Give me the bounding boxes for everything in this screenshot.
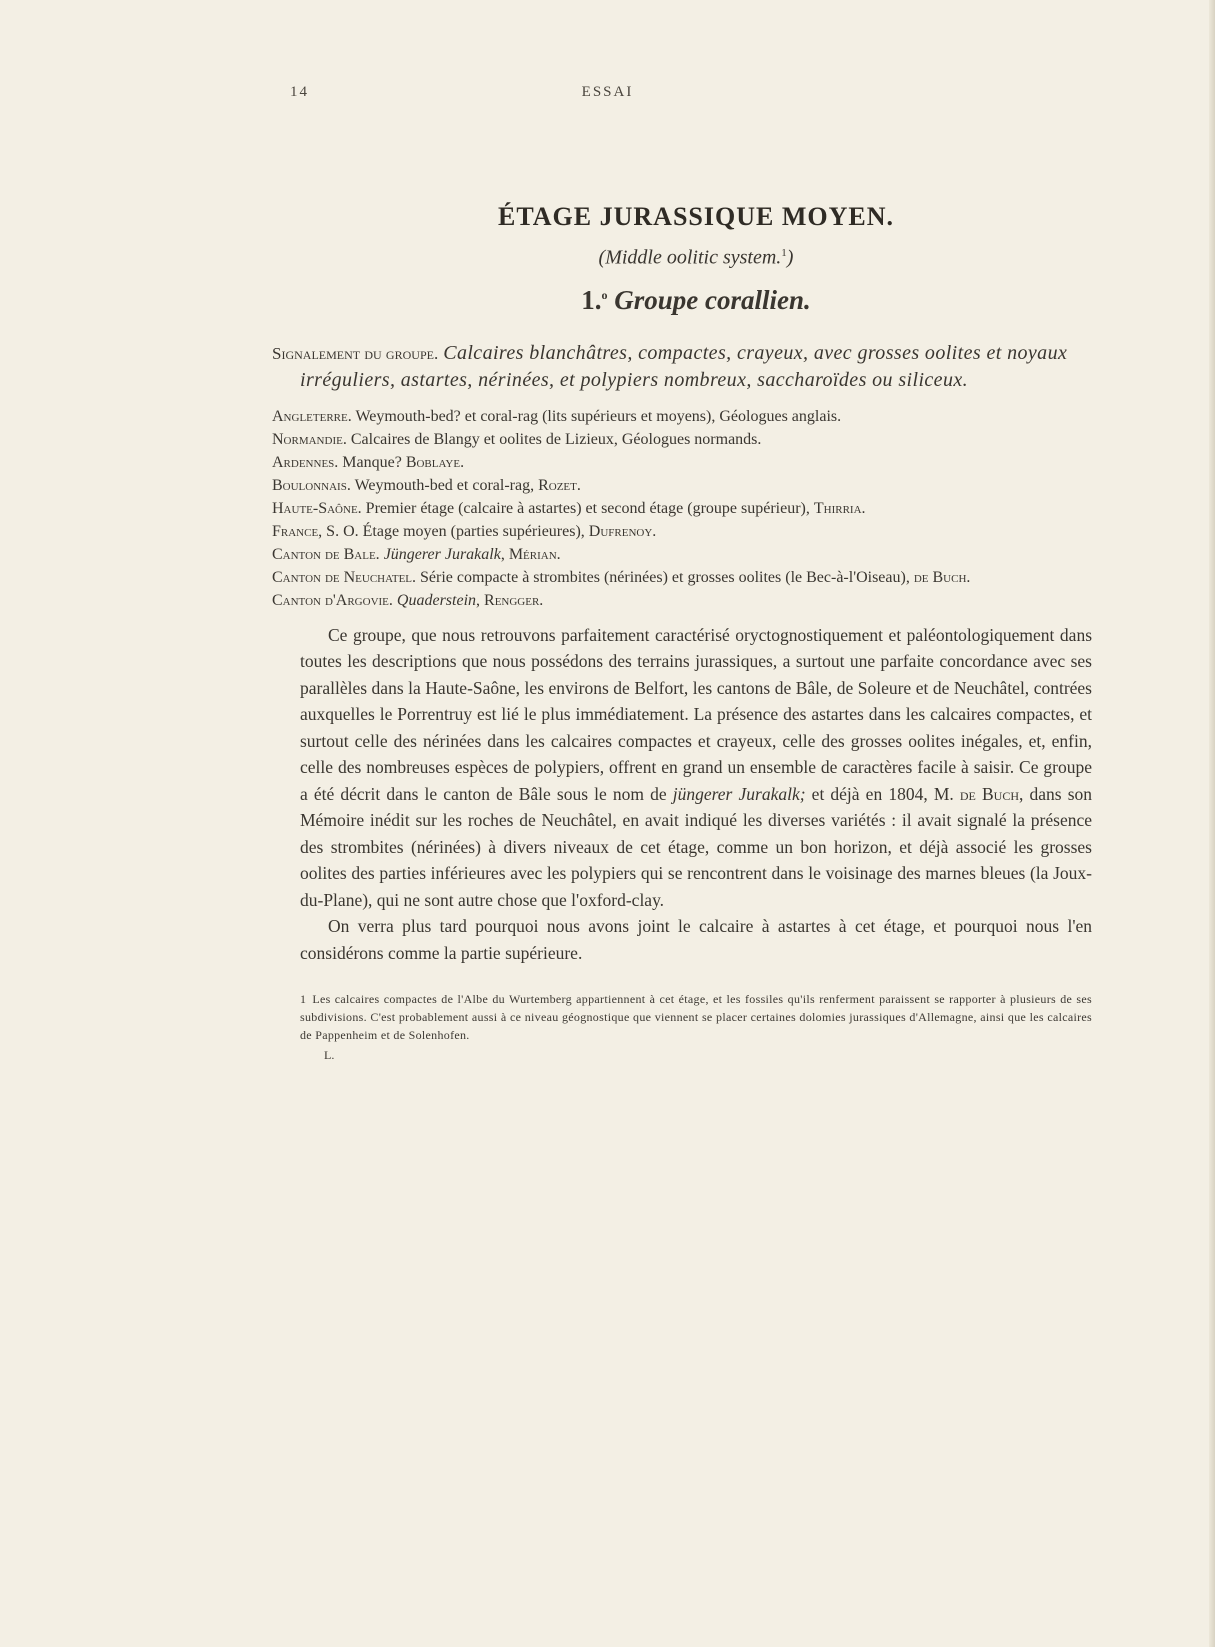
correlation-entry bbox=[272, 474, 1092, 497]
entry-text: Étage moyen (parties supérieures), bbox=[362, 522, 585, 540]
main-text bbox=[272, 200, 1093, 1063]
entry-region: Boulonnais. bbox=[272, 476, 351, 494]
running-title: ESSAI bbox=[581, 84, 634, 100]
running-head bbox=[0, 84, 1215, 108]
page-number: 14 bbox=[290, 84, 309, 100]
correlation-entry bbox=[272, 428, 1092, 451]
footnote-mark: 1 bbox=[300, 992, 307, 1007]
entry-term: Jüngerer Jurakalk bbox=[383, 545, 501, 563]
entry-author: Rengger. bbox=[484, 591, 544, 609]
entry-text: Premier étage (calcaire à astartes) et second étage (groupe supérieur), bbox=[365, 499, 810, 517]
entry-author: Boblaye. bbox=[405, 453, 465, 471]
paragraph-1 bbox=[300, 622, 1092, 914]
entry-region: Haute-Saône. bbox=[272, 499, 362, 517]
entry-author: Rozet. bbox=[538, 476, 581, 494]
footnote-signature: L. bbox=[324, 1048, 335, 1063]
stage-title: ÉTAGE JURASSIQUE MOYEN. bbox=[498, 202, 894, 231]
footnote-ref: 1 bbox=[781, 247, 787, 259]
paragraph-1-emphasis: jüngerer Jurakalk; bbox=[672, 783, 806, 804]
entry-author: de Buch. bbox=[913, 568, 971, 586]
correlation-entry bbox=[272, 497, 1092, 520]
signal-label: Signalement du groupe. bbox=[272, 343, 439, 363]
group-number-sup: o bbox=[601, 287, 608, 302]
correlation-entry bbox=[272, 589, 1092, 612]
footnote bbox=[300, 990, 1092, 1044]
entry-region: Canton d'Argovie. bbox=[272, 591, 393, 609]
entry-region: Canton de Neuchatel. bbox=[272, 568, 417, 586]
entry-author: Mérian. bbox=[508, 545, 561, 563]
entry-author: Thirria. bbox=[813, 499, 866, 517]
correlation-entry bbox=[272, 451, 1092, 474]
group-number bbox=[581, 285, 607, 315]
correlation-entry bbox=[272, 543, 1092, 566]
entry-region: Ardennes. bbox=[272, 453, 339, 471]
paragraph-1-part-1: Ce groupe, que nous retrouvons parfaitement caractérisé oryctognostiquement et paléontologiquement dans toutes les descriptions que nous possédons des terrains jurassiques, a surtout une parfaite concordance avec ses parallèles dans la Haute-Saône, les environs de Belfort, les cantons de Bâle, de Soleure et de Neuchâtel, contrées auxquelles le Porrentruy est lié le plus immédiatement. La présence des astartes dans les calcaires compactes, et surtout celle des nérinées dans les calcaires compactes et crayeux, celle des grosses oolites inégales, et, enfin, celle des nombreuses espèces de polypiers, offrent en grand un ensemble de caractères facile à saisir. Ce groupe a été décrit dans le canton de Bâle sous le nom de bbox=[300, 624, 1092, 804]
subtitle-text: Middle oolitic system. bbox=[605, 246, 782, 269]
subtitle-open-paren: ( bbox=[598, 246, 606, 269]
entry-text: Weymouth-bed et coral-rag, bbox=[354, 476, 535, 494]
entry-term: Quaderstein bbox=[396, 591, 477, 609]
correlation-entry bbox=[272, 520, 1092, 543]
correlation-list bbox=[272, 405, 1092, 612]
entry-text: Série compacte à strombites (nérinées) et grosses oolites (le Bec-à-l'Oiseau), bbox=[420, 568, 910, 586]
signal-description: Calcaires blanchâtres, compactes, crayeux, avec grosses oolites et noyaux irréguliers, astartes, nérinées, et polypiers nombreux, saccharoïdes ou siliceux. bbox=[300, 341, 1068, 391]
subtitle-close-paren: ) bbox=[786, 246, 794, 269]
entry-punct: , bbox=[500, 545, 505, 563]
entry-region: Normandie. bbox=[272, 430, 347, 448]
paragraph-1-part-3: , dans son Mémoire inédit sur les roches de Neuchâtel, en avait indiqué les diverses variétés : il avait signalé la présence des strombites (nérinées) à divers niveaux de cet étage, comme un bon horizon, et déjà associé les grosses oolites des parties inférieures avec les polypiers qui se rencontrent dans le voisinage des marnes bleues (la Joux-du-Plane), qui ne sont autre chose que l'oxford-clay. bbox=[300, 783, 1093, 910]
entry-text: Calcaires de Blangy et oolites de Lizieux, Géologues normands. bbox=[350, 430, 762, 448]
paragraph-2: On verra plus tard pourquoi nous avons joint le calcaire à astartes à cet étage, et pourquoi nous l'en considérons comme la partie supérieure. bbox=[300, 916, 1092, 963]
page-edge bbox=[1209, 0, 1215, 1647]
entry-author: Dufrenoy. bbox=[588, 522, 657, 540]
group-title bbox=[300, 277, 1092, 318]
correlation-entry bbox=[272, 566, 1092, 589]
stage-subtitle bbox=[300, 240, 1092, 271]
group-number-text: 1. bbox=[581, 284, 602, 315]
entry-punct: , bbox=[476, 591, 481, 609]
group-name: Groupe corallien. bbox=[614, 284, 811, 315]
paragraph-1-part-2: et déjà en 1804, M. bbox=[811, 783, 954, 804]
entry-text: Manque? bbox=[342, 453, 402, 471]
entry-region: France, S. O. bbox=[272, 522, 359, 540]
footnote-text: Les calcaires compactes de l'Albe du Wurtemberg appartiennent à cet étage, et les fossiles qu'ils renferment paraissent se rapporter à plusieurs de ses subdivisions. C'est probablement aussi à ce niveau géognostique que viennent se placer certaines dolomies jurassiques d'Allemagne, ainsi que les calcaires de Pappenheim et de Solenhofen. bbox=[300, 992, 1092, 1043]
correlation-entry bbox=[272, 405, 1092, 428]
entry-region: Angleterre. bbox=[272, 407, 352, 425]
entry-text: Weymouth-bed? et coral-rag (lits supérieurs et moyens), Géologues anglais. bbox=[355, 407, 842, 425]
group-signal bbox=[272, 340, 1092, 393]
paragraph-1-name: de Buch bbox=[959, 783, 1020, 804]
entry-region: Canton de Bale. bbox=[272, 545, 380, 563]
